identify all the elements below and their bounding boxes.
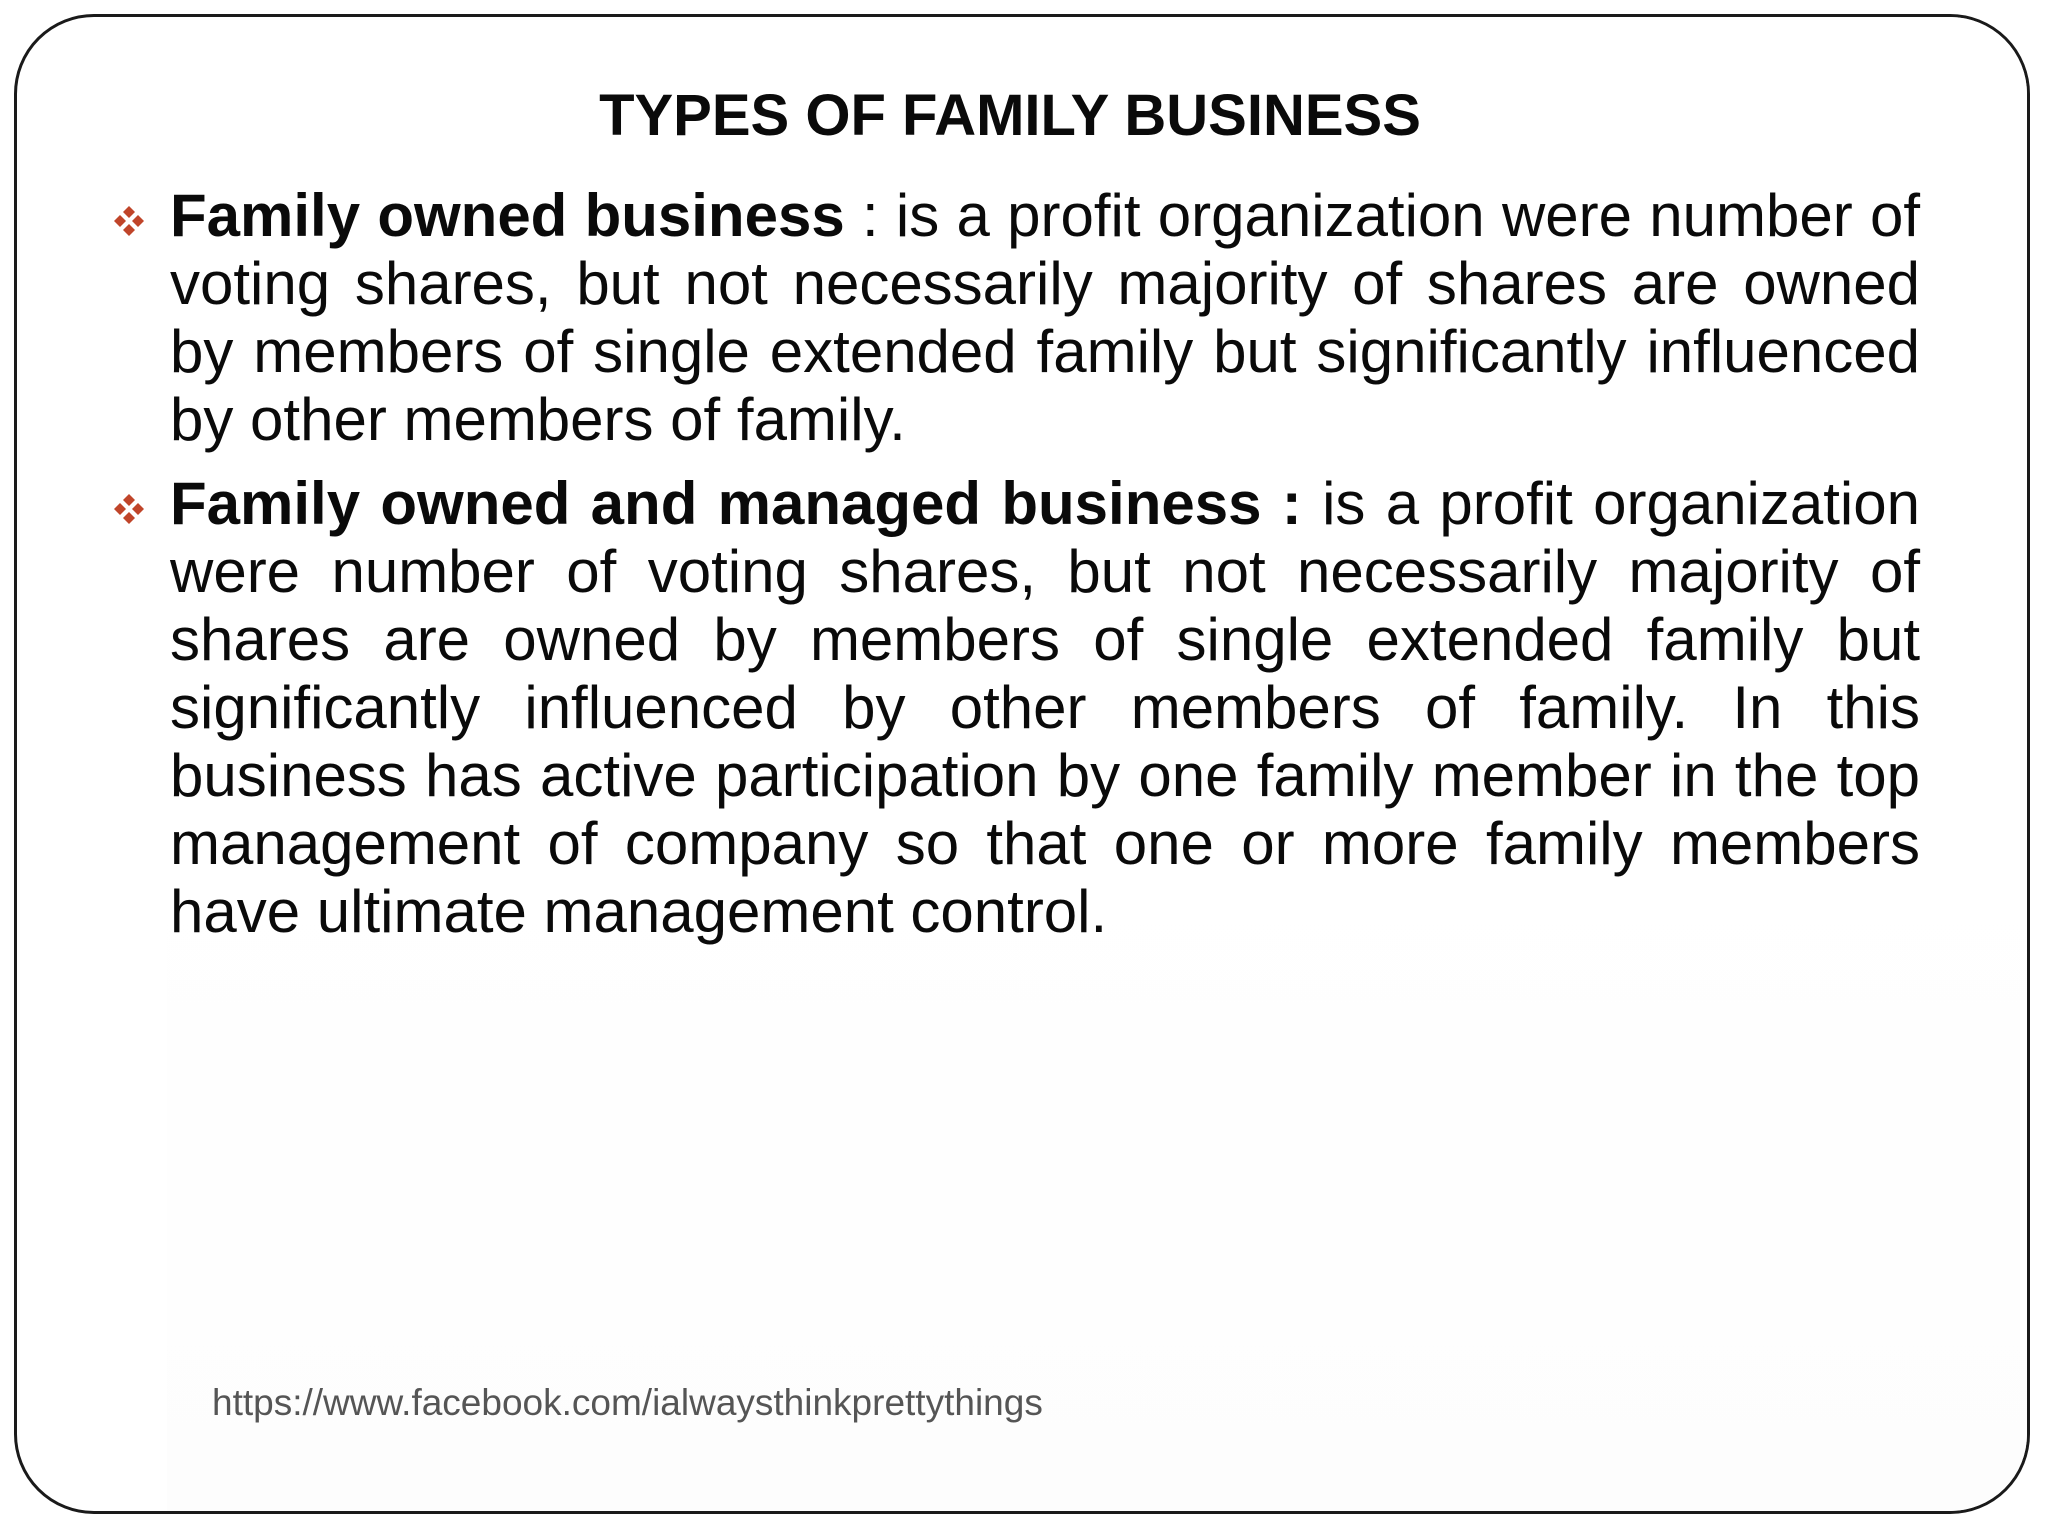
bullet-term: Family owned and managed business :	[170, 470, 1302, 537]
bullet-text: is a profit organization were number of voting shares, but not necessarily majority of shares are owned by members of single extended family but significantly influenced by other members of family. In this business has active participation by one family member in the top management of company so that one or more family members have ultimate management control.	[170, 470, 1920, 945]
source-link[interactable]: https://www.facebook.com/ialwaysthinkprettythings	[212, 1382, 1043, 1423]
diamond-quad-icon	[112, 492, 146, 526]
bullet-term: Family owned business	[170, 182, 845, 249]
bullet-family-owned-business	[170, 182, 1920, 454]
diamond-quad-icon	[112, 204, 146, 238]
slide-title: TYPES OF FAMILY BUSINESS	[599, 83, 1421, 148]
bullet-family-owned-and-managed-business	[170, 470, 1920, 946]
bullet-text: : is a profit organization were number of voting shares, but not necessarily majority of shares are owned by members of single extended family but significantly influenced by other members of family.	[170, 182, 1920, 453]
